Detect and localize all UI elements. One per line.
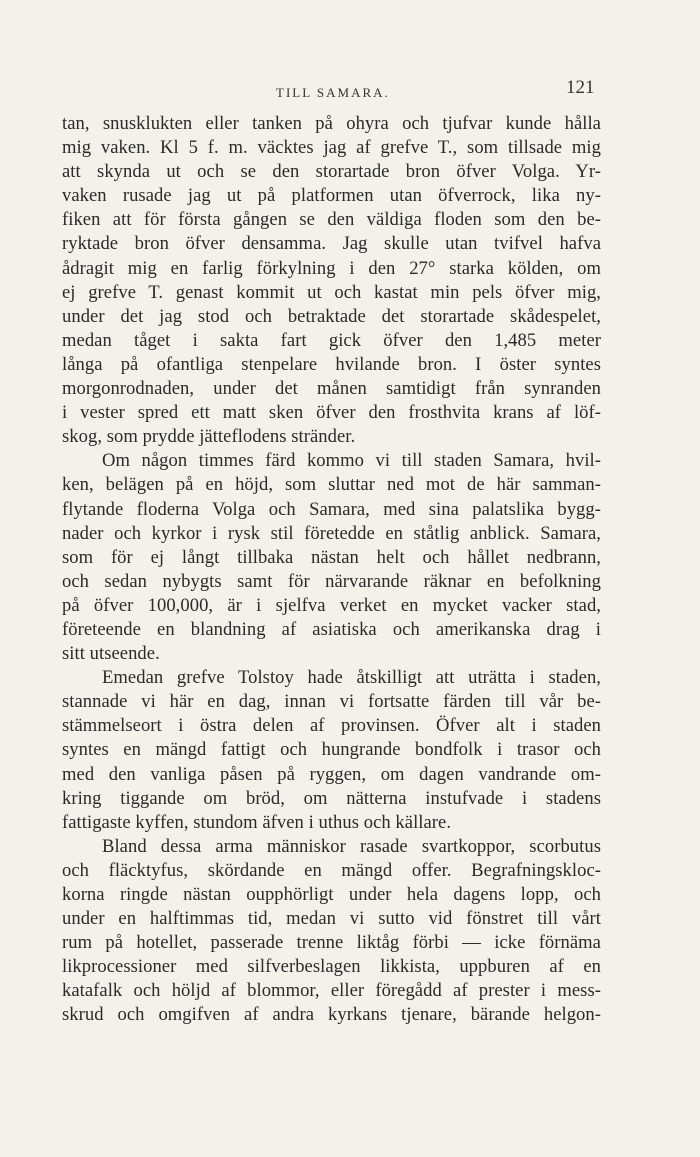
- text-line: att skynda ut och se den storartade bron öfver Volga. Yr-: [62, 161, 601, 183]
- text-line: under det jag stod och betraktade det storartade skådespelet,: [62, 305, 601, 327]
- text-line: korna ringde nästan oupphörligt under hela dagens lopp, och: [62, 884, 601, 905]
- page-number: 121: [566, 77, 595, 98]
- text-line: sitt utseende.: [62, 643, 160, 665]
- text-line: i vester spred ett matt sken öfver den frosthvita krans af löf-: [62, 402, 601, 424]
- body-text: [62, 112, 601, 1028]
- text-line: Om någon timmes färd kommo vi till staden Samara, hvil-: [102, 450, 601, 472]
- text-line: skrud och omgifven af andra kyrkans tjenare, bärande helgon-: [62, 1004, 601, 1026]
- text-line: skog, som prydde jätteflodens stränder.: [62, 426, 356, 448]
- text-line: som för ej långt tillbaka nästan helt och hållet nedbrann,: [62, 546, 601, 568]
- text-line: ken, belägen på en höjd, som sluttar ned mot de här samman-: [62, 474, 601, 496]
- text-line: och sedan nybygts samt för närvarande räknar en befolkning: [62, 570, 601, 592]
- text-line: ej grefve T. genast kommit ut och kastat min pels öfver mig,: [62, 281, 601, 303]
- text-line: ryktade bron öfver densamma. Jag skulle utan tvifvel hafva: [62, 233, 601, 255]
- text-line: mig vaken. Kl 5 f. m. väcktes jag af grefve T., som tillsade mig: [62, 137, 601, 159]
- text-line: flytande floderna Volga och Samara, med sina palatslika bygg-: [62, 498, 601, 520]
- text-line: fiken att för första gången se den väldiga floden som den be-: [62, 209, 601, 231]
- text-line: på öfver 100,000, är i sjelfva verket en mycket vacker stad,: [62, 594, 601, 616]
- text-line: och fläcktyfus, skördande en mängd offer. Begrafningskloc-: [62, 859, 601, 881]
- text-line: morgonrodnaden, under det månen samtidigt från synranden: [62, 378, 601, 400]
- text-line: med den vanliga påsen på ryggen, om dagen vandrande om-: [62, 763, 601, 785]
- running-head: TILL SAMARA.: [276, 85, 390, 100]
- text-line: tan, snusklukten eller tanken på ohyra och tjufvar kunde hålla: [62, 113, 601, 134]
- text-line: ådragit mig en farlig förkylning i den 27° starka kölden, om: [62, 257, 601, 279]
- text-line: rum på hotellet, passerade trenne liktåg förbi — icke förnäma: [62, 932, 601, 954]
- text-line: katafalk och höljd af blommor, eller föregådd af prester i mess-: [62, 980, 601, 1002]
- text-line: syntes en mängd fattigt och hungrande bondfolk i trasor och: [62, 739, 601, 761]
- text-line: stannade vi här en dag, innan vi fortsatte färden till vår be-: [62, 691, 601, 713]
- text-line: långa på ofantliga stenpelare hvilande bron. I öster syntes: [62, 353, 601, 375]
- text-line: likprocessioner med silfverbeslagen likkista, uppburen af en: [62, 956, 601, 978]
- text-line: under en halftimmas tid, medan vi sutto vid fönstret till vårt: [62, 908, 601, 930]
- text-line: Emedan grefve Tolstoy hade åtskilligt att uträtta i staden,: [102, 667, 601, 689]
- text-line: fattigaste kyffen, stundom äfven i uthus och källare.: [62, 811, 452, 833]
- text-line: nader och kyrkor i rysk stil företedde en ståtlig anblick. Samara,: [62, 522, 601, 544]
- text-line: företeende en blandning af asiatiska och amerikanska drag i: [62, 618, 601, 640]
- text-line: stämmelseort i östra delen af provinsen. Öfver alt i staden: [62, 715, 601, 737]
- text-line: Bland dessa arma människor rasade svartkoppor, scorbutus: [102, 835, 601, 857]
- text-line: vaken rusade jag ut på platformen utan öfverrock, lika ny-: [62, 185, 601, 207]
- text-line: medan tåget i sakta fart gick öfver den 1,485 meter: [62, 329, 601, 351]
- text-line: kring tiggande om bröd, om nätterna instufvade i stadens: [62, 787, 601, 809]
